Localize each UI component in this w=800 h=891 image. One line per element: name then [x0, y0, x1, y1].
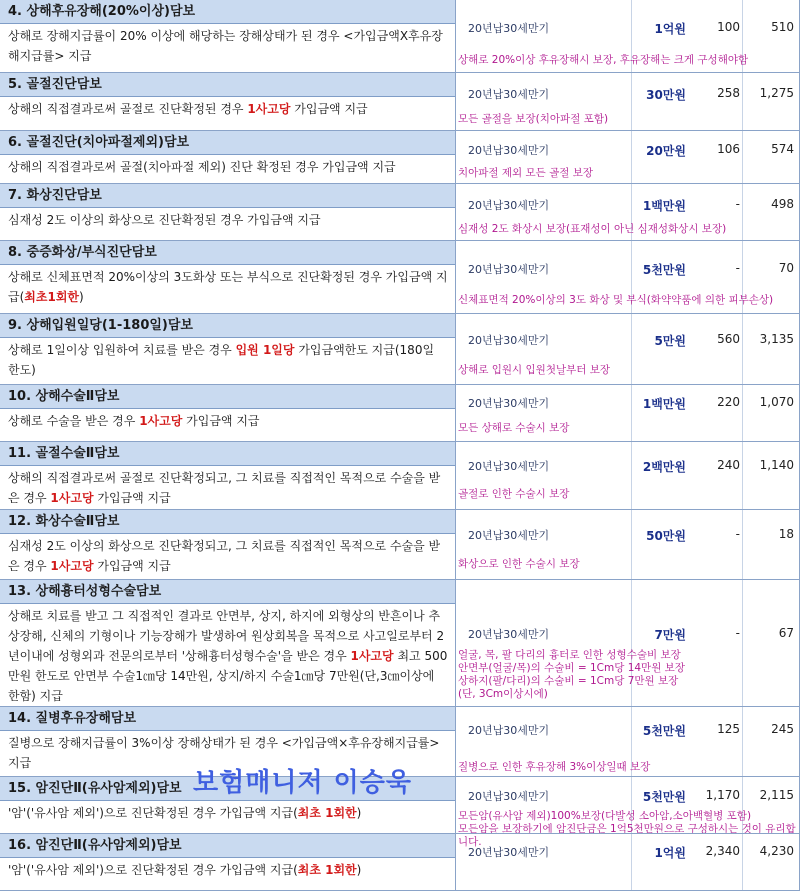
- payment-term: 20년납30세만기: [468, 397, 550, 410]
- row-values: [455, 707, 800, 777]
- highlight-text: 1사고당: [350, 649, 394, 663]
- payment-term: 20년납30세만기: [468, 846, 550, 859]
- premium-value-2: 18: [778, 527, 794, 541]
- coverage-amount: 7만원: [654, 628, 686, 642]
- row-values: [455, 510, 800, 580]
- premium-value-1: -: [735, 527, 740, 541]
- description-text: ): [79, 290, 84, 304]
- coverage-note: 모든암(유사암 제외)100%보장(다발성 소아암,소아백혈병 포함) 모든암을 보장하기에 암진단금은 1억5천만원으로 구성하시는 것이 유리합니다.: [458, 810, 796, 848]
- highlight-text: 1사고당: [139, 414, 183, 428]
- table-row: [0, 184, 800, 241]
- row-description: [0, 338, 455, 385]
- premium-value-1: 560: [717, 332, 740, 346]
- row-values: [455, 442, 800, 510]
- coverage-amount: 5천만원: [642, 790, 686, 804]
- highlight-text: 최초1회한: [24, 290, 79, 304]
- premium-value-1: 1,170: [705, 788, 740, 802]
- table-row: [0, 385, 800, 442]
- coverage-amount: 50만원: [646, 529, 686, 543]
- premium-value-1: 125: [717, 722, 740, 736]
- description-text: '암'('유사암 제외')으로 진단확정된 경우 가입금액 지급(: [8, 806, 298, 820]
- payment-term: 20년납30세만기: [468, 529, 550, 542]
- description-text: 상해로 장해지급률이 20% 이상에 해당하는 장해상태가 된 경우 <가입금액X후유장해지급률> 지급: [8, 29, 443, 63]
- description-text: 가입금액한도 지급(180일 한도): [8, 343, 435, 377]
- premium-value-1: 240: [717, 458, 740, 472]
- payment-term: 20년납30세만기: [468, 790, 550, 803]
- row-description: [0, 534, 455, 580]
- premium-value-2: 245: [771, 722, 794, 736]
- row-title: 8. 중증화상/부식진단담보: [0, 241, 455, 265]
- premium-value-2: 1,275: [759, 86, 794, 100]
- row-title: 13. 상해흉터성형수술담보: [0, 580, 455, 604]
- description-text: 심재성 2도 이상의 화상으로 진단확정된 경우 가입금액 지급: [8, 213, 321, 227]
- row-title: 15. 암진단Ⅱ(유사암제외)담보: [0, 777, 455, 801]
- payment-term: 20년납30세만기: [468, 144, 550, 157]
- description-text: ): [356, 863, 362, 877]
- payment-term: 20년납30세만기: [468, 628, 550, 641]
- table-row: [0, 580, 800, 707]
- coverage-amount: 2백만원: [642, 460, 686, 474]
- premium-value-2: 67: [778, 626, 794, 640]
- coverage-amount: 1백만원: [642, 397, 686, 411]
- table-row: [0, 0, 800, 73]
- premium-value-2: 2,115: [759, 788, 794, 802]
- row-title: 10. 상해수술Ⅱ담보: [0, 385, 455, 409]
- row-title: 11. 골절수술Ⅱ담보: [0, 442, 455, 466]
- row-title: 12. 화상수술Ⅱ담보: [0, 510, 455, 534]
- highlight-text: 최초 1회한: [297, 806, 357, 820]
- row-values: [455, 385, 800, 442]
- row-values: [455, 241, 800, 314]
- premium-value-2: 1,140: [759, 458, 794, 472]
- highlight-text: 1사고당: [50, 491, 94, 505]
- payment-term: 20년납30세만기: [468, 263, 550, 276]
- description-text: 심재성 2도 이상의 화상으로 진단확정되고, 그 치료를 직접적인 목적으로 수술을 받은 경우: [8, 539, 441, 573]
- row-title: 14. 질병후유장해담보: [0, 707, 455, 731]
- coverage-amount: 5천만원: [642, 724, 686, 738]
- coverage-note: 얼굴, 목, 팔 다리의 흉터로 인한 성형수술비 보장 안면부(얼굴/목)의 수술비 = 1Cm당 14만원 보장 상하지(팔/다리)의 수술비 = 1Cm당 7만원 보장 (단, 3Cm이상시에): [458, 649, 685, 700]
- row-description: [0, 466, 455, 510]
- table-row: [0, 241, 800, 314]
- description-text: 상해로 1일이상 입원하여 치료를 받은 경우: [8, 343, 236, 357]
- premium-value-2: 3,135: [759, 332, 794, 346]
- premium-value-1: -: [735, 197, 740, 211]
- row-description: [0, 604, 455, 707]
- coverage-amount: 5천만원: [642, 263, 686, 277]
- column-divider: [742, 834, 743, 891]
- row-description: [0, 858, 455, 891]
- row-values: [455, 580, 800, 707]
- table-row: [0, 834, 800, 891]
- payment-term: 20년납30세만기: [468, 724, 550, 737]
- coverage-amount: 1백만원: [642, 199, 686, 213]
- payment-term: 20년납30세만기: [468, 199, 550, 212]
- description-text: 상해로 수술을 받은 경우: [8, 414, 140, 428]
- row-title: 9. 상해입원일당(1-180일)담보: [0, 314, 455, 338]
- coverage-note: 모든 상해로 수술시 보장: [458, 422, 570, 434]
- coverage-amount: 30만원: [646, 88, 686, 102]
- table-row: [0, 442, 800, 510]
- premium-value-2: 498: [771, 197, 794, 211]
- premium-value-1: 258: [717, 86, 740, 100]
- row-values: [455, 184, 800, 241]
- coverage-amount: 20만원: [646, 144, 686, 158]
- description-text: 상해의 직접결과로써 골절로 진단확정된 경우: [8, 102, 248, 116]
- coverage-note: 신체표면적 20%이상의 3도 화상 및 부식(화약약품에 의한 피부손상): [458, 294, 774, 306]
- coverage-note: 상해로 20%이상 후유장해시 보장, 후유장해는 크게 구성해야함: [458, 54, 749, 66]
- table-row: [0, 314, 800, 385]
- description-text: 상해의 직접결과로써 골절로 진단확정되고, 그 치료를 직접적인 목적으로 수술을 받은 경우: [8, 471, 441, 505]
- table-row: [0, 131, 800, 184]
- row-title: 6. 골절진단(치아파절제외)담보: [0, 131, 455, 155]
- payment-term: 20년납30세만기: [468, 22, 550, 35]
- row-values: [455, 131, 800, 184]
- premium-value-2: 574: [771, 142, 794, 156]
- row-description: [0, 208, 455, 241]
- row-title: 7. 화상진단담보: [0, 184, 455, 208]
- premium-value-1: 2,340: [705, 844, 740, 858]
- premium-value-2: 70: [778, 261, 794, 275]
- payment-term: 20년납30세만기: [468, 334, 550, 347]
- row-title: 16. 암진단Ⅱ(유사암제외)담보: [0, 834, 455, 858]
- coverage-note: 모든 골절을 보장(치아파절 포함): [458, 113, 609, 125]
- premium-value-1: 106: [717, 142, 740, 156]
- row-description: [0, 97, 455, 131]
- description-text: '암'('유사암 제외')으로 진단확정된 경우 가입금액 지급(: [8, 863, 298, 877]
- premium-value-2: 510: [771, 20, 794, 34]
- description-text: 최고 500만원 한도로 안면부 수술1㎝당 14만원, 상지/하지 수술1㎝당 7만원(단,3㎝이상에 한함) 지급: [8, 649, 448, 703]
- coverage-note: 치아파절 제외 모든 골절 보장: [458, 167, 594, 179]
- table-row: [0, 510, 800, 580]
- watermark-text: 보험매니저 이승욱: [193, 768, 412, 798]
- row-values: [455, 0, 800, 73]
- row-description: [0, 409, 455, 442]
- row-description: [0, 24, 455, 73]
- coverage-note: 상해로 입원시 입원첫날부터 보장: [458, 364, 611, 376]
- coverage-amount: 5만원: [654, 334, 686, 348]
- row-description: [0, 265, 455, 314]
- premium-value-1: 220: [717, 395, 740, 409]
- highlight-text: 최초 1회한: [297, 863, 357, 877]
- description-text: 가입금액 지급: [290, 102, 368, 116]
- description-text: ): [356, 806, 362, 820]
- highlight-text: 1사고당: [50, 559, 94, 573]
- highlight-text: 입원 1일당: [235, 343, 295, 357]
- premium-value-1: 100: [717, 20, 740, 34]
- description-text: 가입금액 지급: [93, 491, 171, 505]
- column-divider: [631, 834, 632, 891]
- row-values: [455, 314, 800, 385]
- highlight-text: 1사고당: [247, 102, 291, 116]
- payment-term: 20년납30세만기: [468, 460, 550, 473]
- coverage-amount: 1억원: [654, 846, 686, 860]
- description-text: 상해로 신체표면적 20%이상의 3도화상 또는 부식으로 진단확정된 경우 가입금액 지급(: [8, 270, 448, 304]
- coverage-note: 화상으로 인한 수술시 보장: [458, 558, 580, 570]
- row-description: [0, 155, 455, 184]
- description-text: 상해의 직접결과로써 골절(치아파절 제외) 진단 확정된 경우 가입금액 지급: [8, 160, 396, 174]
- coverage-note: 질병으로 인한 후유장해 3%이상일때 보장: [458, 761, 651, 773]
- description-text: 질병으로 장해지급률이 3%이상 장해상태가 된 경우 <가입금액×후유장해지급률> 지급: [8, 736, 440, 770]
- coverage-note: 골절로 인한 수술시 보장: [458, 488, 570, 500]
- payment-term: 20년납30세만기: [468, 88, 550, 101]
- table-row: [0, 73, 800, 131]
- premium-value-2: 1,070: [759, 395, 794, 409]
- description-text: 가입금액 지급: [93, 559, 171, 573]
- description-text: 가입금액 지급: [182, 414, 260, 428]
- premium-value-1: -: [735, 626, 740, 640]
- row-title: 4. 상해후유장해(20%이상)담보: [0, 0, 455, 24]
- row-values: [455, 73, 800, 131]
- coverage-amount: 1억원: [654, 22, 686, 36]
- premium-value-2: 4,230: [759, 844, 794, 858]
- row-title: 5. 골절진단담보: [0, 73, 455, 97]
- row-values: [455, 834, 800, 891]
- description-text: 상해로 치료를 받고 그 직접적인 결과로 안면부, 상지, 하지에 외형상의 반흔이나 추상장해, 신체의 기형이나 기능장해가 발생하여 원상회복을 목적으로 사고일로부터 2년이내에 성형외과 전문의로부터 '상해흉터성형수술'을 받은 경우: [8, 609, 445, 663]
- row-values: [455, 777, 800, 848]
- coverage-note: 심재성 2도 화상시 보장(표재성이 아닌 심재성화상시 보장): [458, 223, 727, 235]
- premium-value-1: -: [735, 261, 740, 275]
- row-description: [0, 801, 455, 834]
